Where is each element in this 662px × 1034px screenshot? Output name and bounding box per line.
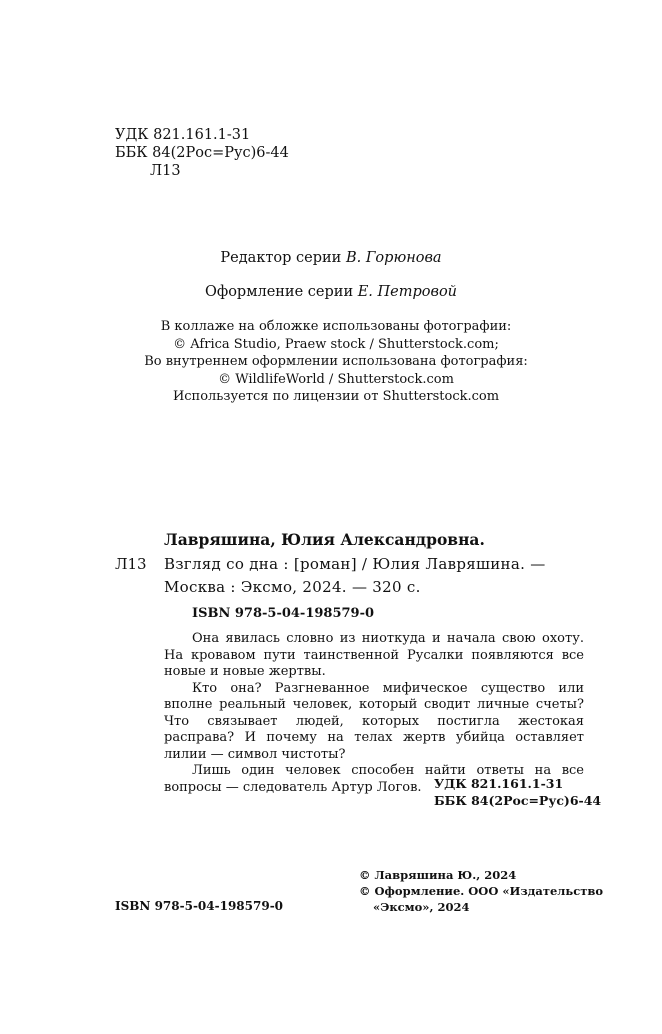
record-isbn: ISBN 978-5-04-198579-0 <box>192 606 375 621</box>
series-design-label: Оформление серии <box>204 284 354 300</box>
copyright-design-line2: «Эксмо», 2024 <box>373 900 470 914</box>
bbk-code-top: ББК 84(2Рос=Рус)6-44 <box>115 145 289 161</box>
book-annotation <box>164 631 584 796</box>
credit-line: © WildlifeWorld / Shutterstock.com <box>218 371 454 387</box>
udk-code-top: УДК 821.161.1-31 <box>115 127 251 143</box>
bbk-code-bottom: ББК 84(2Рос=Рус)6-44 <box>434 793 602 808</box>
series-editor-line <box>0 249 662 267</box>
footer-isbn: ISBN 978-5-04-198579-0 <box>115 899 284 913</box>
credit-line: © Africa Studio, Praew stock / Shutterstock.com; <box>173 336 499 352</box>
annotation-paragraph: Она явилась словно из ниоткуда и начала свою охоту. На кровавом пути таинственной Русалки появляются все новые и новые жертвы. <box>164 631 584 679</box>
copyright-author: © Лавряшина Ю., 2024 <box>359 868 517 882</box>
annotation-paragraph: Лишь один человек способен найти ответы на все вопросы — следователь Артур Логов. <box>164 763 584 795</box>
author-mark-top: Л13 <box>150 163 181 179</box>
record-author: Лавряшина, Юлия Александровна. <box>164 530 485 549</box>
series-design-name: Е. Петровой <box>357 284 458 300</box>
record-author-mark: Л13 <box>115 555 147 573</box>
record-publication-line: Москва : Эксмо, 2024. — 320 с. <box>164 578 421 596</box>
photo-credits <box>110 318 562 406</box>
credit-line: В коллаже на обложке использованы фотографии: <box>160 319 512 334</box>
record-title-line: Взгляд со дна : [роман] / Юлия Лавряшина. — <box>164 555 546 573</box>
credit-line: Используется по лицензии от Shutterstock.com <box>172 389 500 404</box>
credit-line: Во внутреннем оформлении использована фотография: <box>144 354 528 369</box>
series-editor-name: В. Горюнова <box>345 250 442 266</box>
udk-code-bottom: УДК 821.161.1-31 <box>434 776 564 791</box>
series-design-line <box>0 283 662 301</box>
annotation-paragraph: Кто она? Разгневанное мифическое существо или вполне реальный человек, который сводит личные счеты? Что связывает людей, которых постигла жестокая расправа? И почему на телах жертв убийца оставляет лилии — символ чистоты? <box>164 680 584 762</box>
copyright-design-line1: © Оформление. ООО «Издательство <box>359 884 603 898</box>
series-editor-label: Редактор серии <box>220 250 342 266</box>
